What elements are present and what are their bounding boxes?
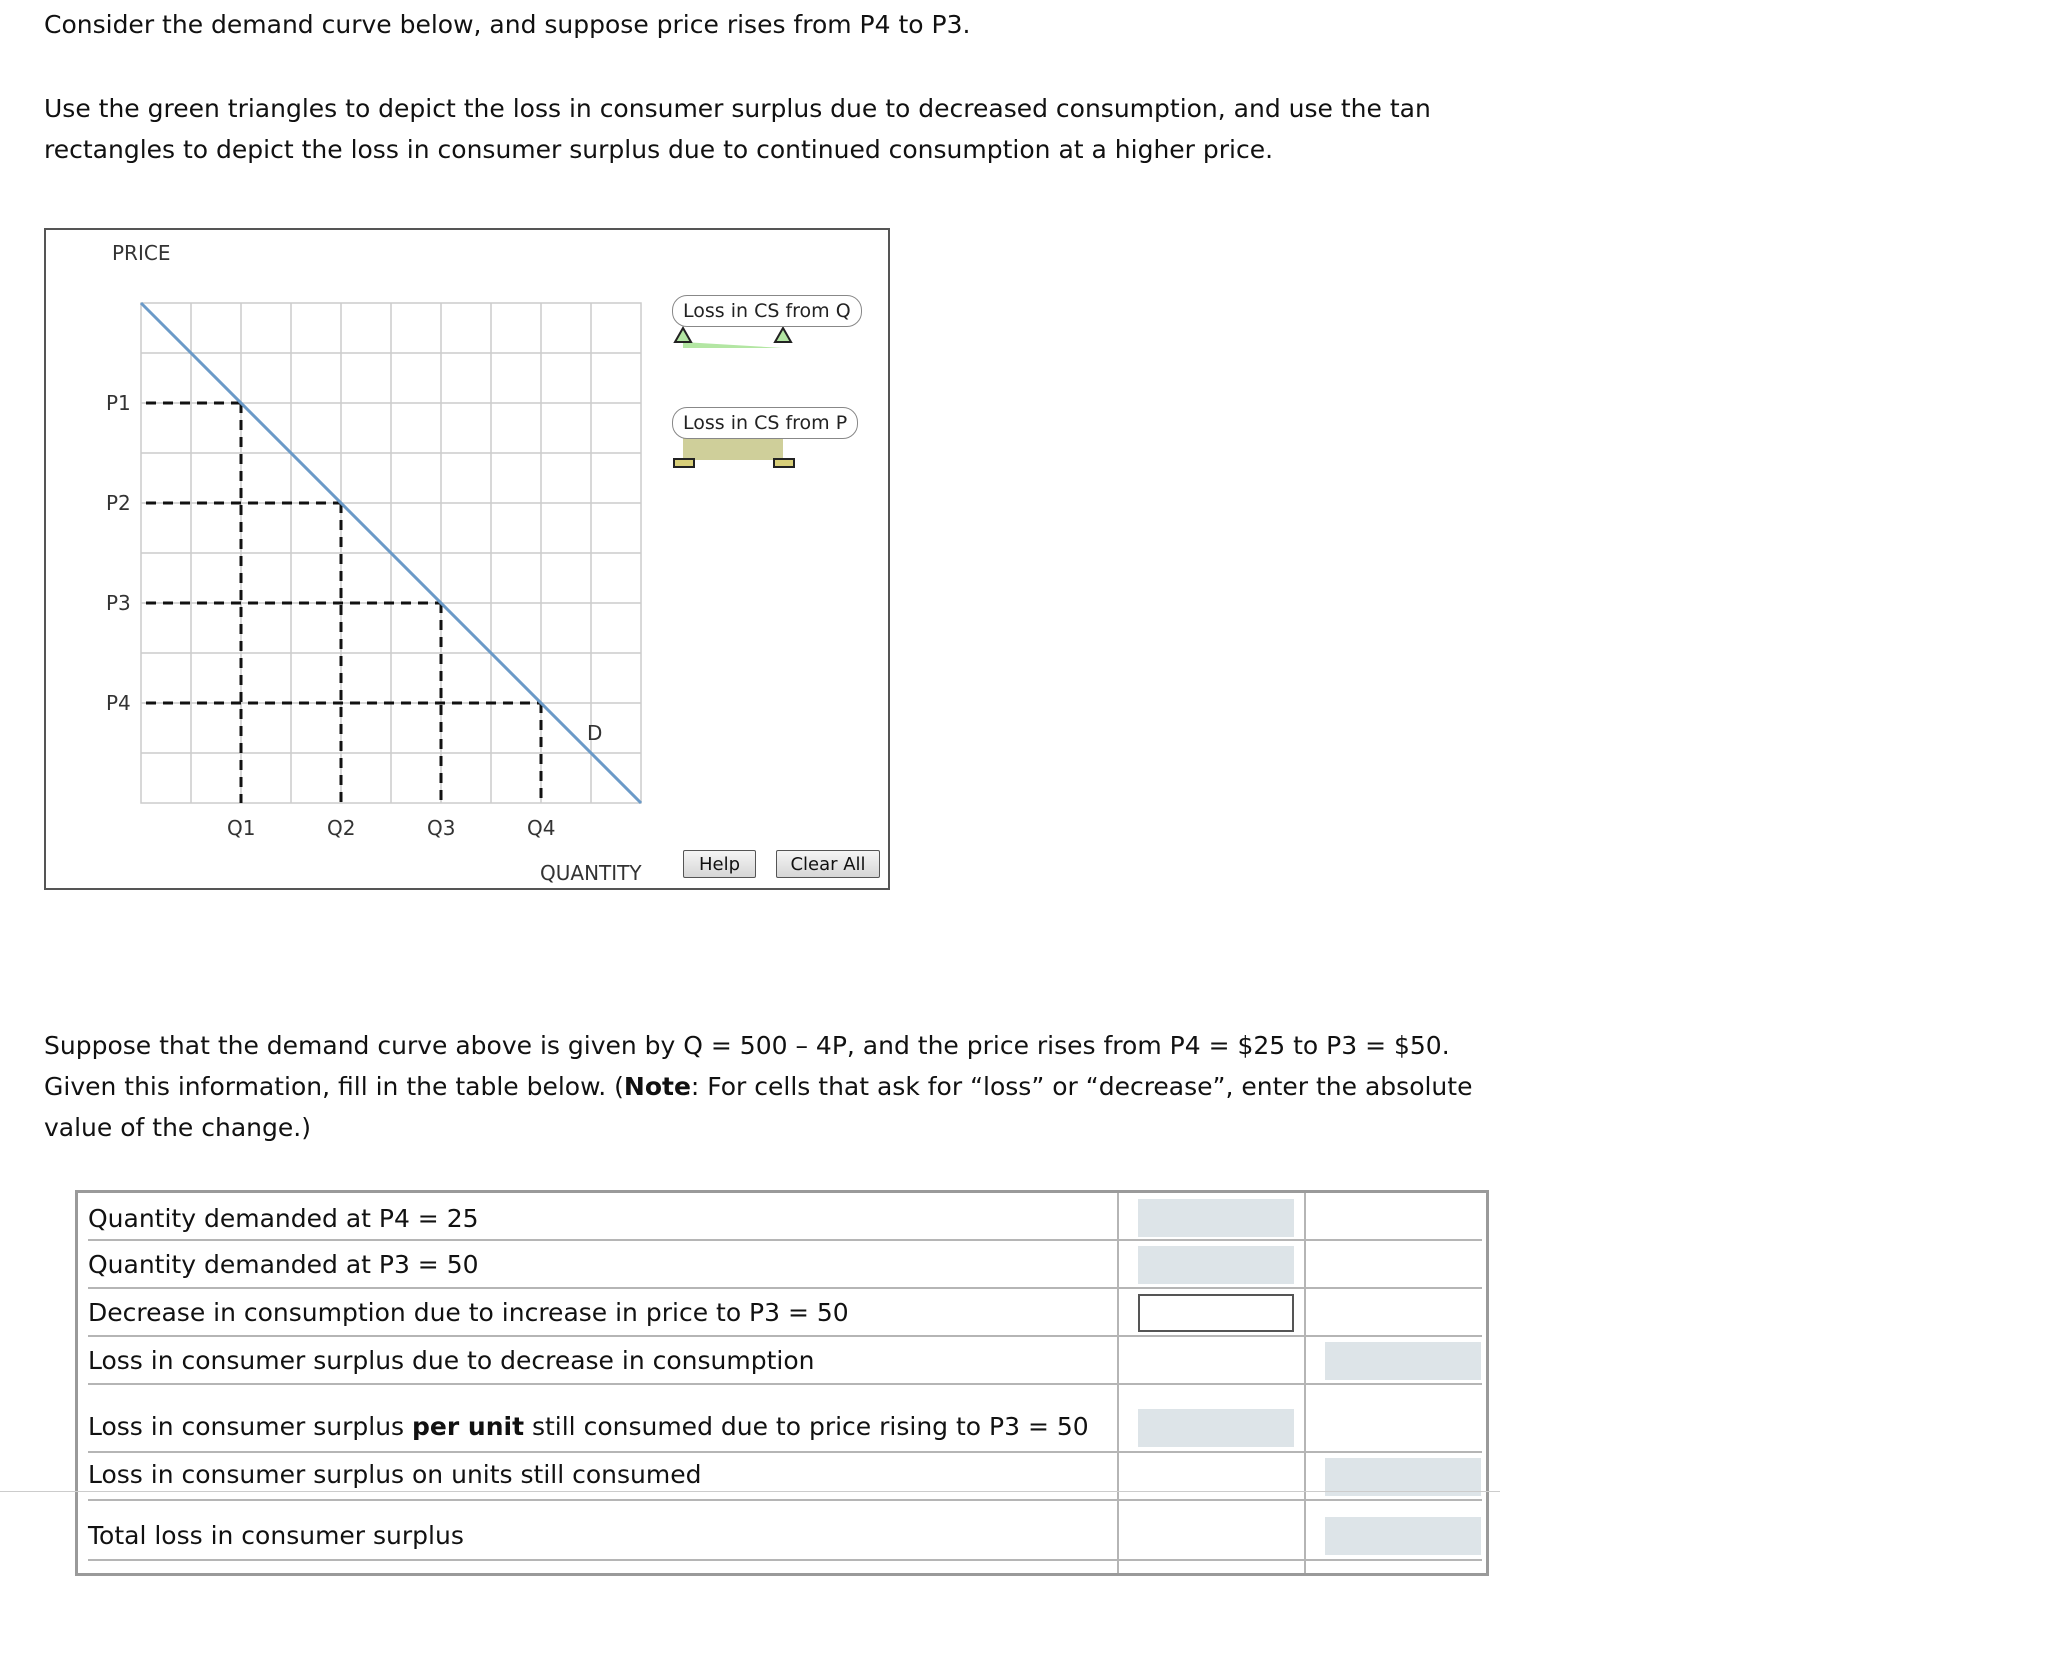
quantity-label-q1: Q1 (227, 816, 256, 840)
answer-cell-total-loss[interactable] (1325, 1517, 1481, 1555)
demand-graph[interactable] (46, 230, 888, 888)
table-row (88, 1403, 1482, 1453)
triangle-tool-handle-right[interactable] (775, 328, 791, 342)
price-label-p2: P2 (106, 491, 131, 515)
rectangle-tool-handle-right[interactable] (774, 459, 794, 467)
triangle-tool-handle-left[interactable] (675, 328, 691, 342)
answer-table (75, 1190, 1489, 1576)
answer-input-decrease-consumption[interactable] (1138, 1294, 1294, 1332)
help-button[interactable]: Help (683, 850, 756, 878)
price-label-p3: P3 (106, 591, 131, 615)
instruction-line-1: Consider the demand curve below, and suppose price rises from P4 to P3. (44, 10, 971, 39)
row-label: Quantity demanded at P4 = 25 (88, 1204, 479, 1233)
answer-cell-quantity-p4[interactable] (1138, 1199, 1294, 1237)
answer-cell-quantity-p3[interactable] (1138, 1246, 1294, 1284)
row-label: Loss in consumer surplus on units still consumed (88, 1460, 702, 1489)
triangle-tool-shape[interactable] (683, 342, 783, 348)
table-row (88, 1511, 1482, 1561)
question-text (44, 1025, 1524, 1148)
answer-cell-loss-per-unit[interactable] (1138, 1409, 1294, 1447)
answer-cell-loss-from-decrease[interactable] (1325, 1342, 1481, 1380)
table-row (88, 1453, 1482, 1501)
price-label-p4: P4 (106, 691, 131, 715)
rectangle-tool-shape[interactable] (683, 438, 783, 460)
question-intro: Suppose that the demand curve above is given by Q = 500 – 4P, and the price rises from P4 = $25 to P3 = $50. Given this information, fill in the table below. ( (44, 1031, 1450, 1101)
instruction-line-2: Use the green triangles to depict the loss in consumer surplus due to decreased consumption, and use the tan rectangles to depict the loss in consumer surplus due to continued consumption at a higher price. (44, 94, 1431, 164)
clear-all-button[interactable]: Clear All (776, 850, 880, 878)
quantity-axis-label: QUANTITY (540, 861, 642, 885)
price-label-p1: P1 (106, 391, 131, 415)
question-note-bold: Note (623, 1072, 691, 1101)
row-label: Decrease in consumption due to increase in price to P3 = 50 (88, 1298, 849, 1327)
graph-panel (44, 228, 890, 890)
rectangle-tool-label[interactable]: Loss in CS from P (672, 407, 858, 439)
row-label-part: still consumed due to price rising to P3 = 50 (524, 1412, 1089, 1441)
table-row (88, 1193, 1482, 1241)
table-row (88, 1289, 1482, 1337)
demand-curve-label: D (587, 721, 603, 745)
quantity-label-q3: Q3 (427, 816, 456, 840)
rectangle-tool-handle-left[interactable] (674, 459, 694, 467)
page-divider (0, 1491, 1500, 1492)
row-label: Total loss in consumer surplus (88, 1521, 464, 1550)
quantity-label-q4: Q4 (527, 816, 556, 840)
triangle-tool-label[interactable]: Loss in CS from Q (672, 295, 862, 327)
table-row (88, 1337, 1482, 1385)
quantity-label-q2: Q2 (327, 816, 356, 840)
row-label-bold: per unit (412, 1412, 525, 1441)
price-axis-label: PRICE (112, 241, 171, 265)
question-note-rest: : For cells that ask for “loss” or “decrease”, enter the absolute value of the change.) (44, 1072, 1473, 1142)
row-label-part: Loss in consumer surplus (88, 1412, 413, 1441)
row-label: Quantity demanded at P3 = 50 (88, 1250, 479, 1279)
row-label (88, 1405, 1089, 1449)
table-row (88, 1241, 1482, 1289)
row-label: Loss in consumer surplus due to decrease in consumption (88, 1346, 815, 1375)
